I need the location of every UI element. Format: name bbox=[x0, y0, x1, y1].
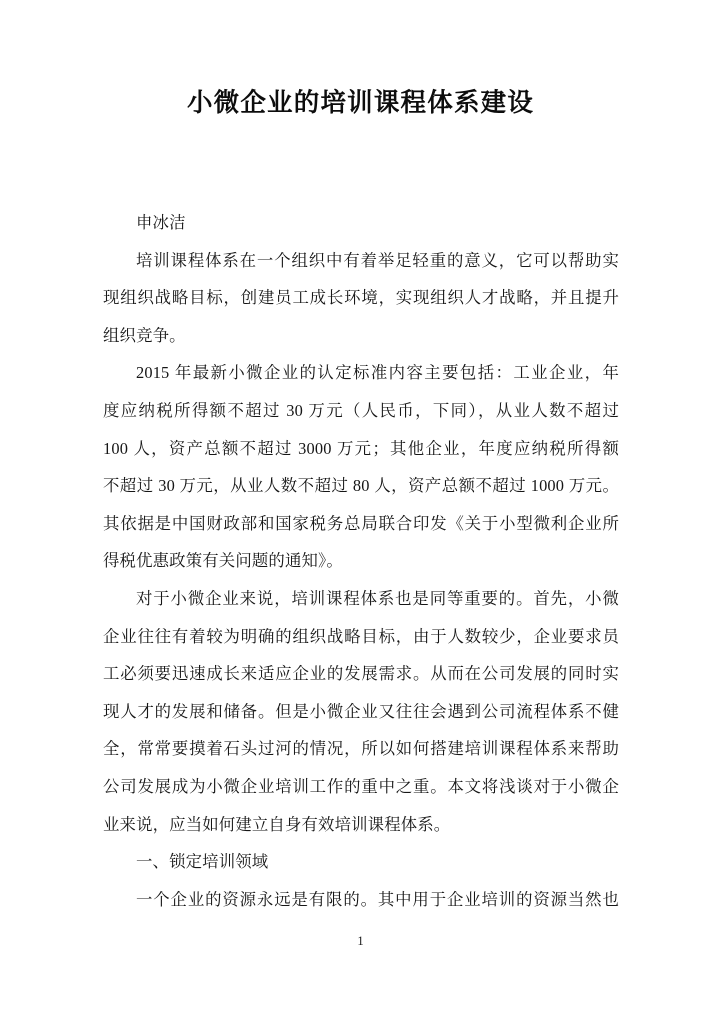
paragraph-line: 工必须要迅速成长来适应企业的发展需求。从而在公司发展的同时实 bbox=[103, 664, 619, 684]
paragraph-line: 2015 年最新小微企业的认定标准内容主要包括：工业企业，年 bbox=[136, 363, 619, 383]
paragraph-line: 得税优惠政策有关问题的通知》。 bbox=[103, 551, 343, 571]
paragraph-standards bbox=[103, 354, 619, 580]
page-number: 1 bbox=[357, 934, 364, 948]
page-title: 小微企业的培训课程体系建设 bbox=[186, 88, 535, 117]
paragraph-line: 度应纳税所得额不超过 30 万元（人民币，下同），从业人数不超过 bbox=[103, 400, 619, 420]
paragraph-section-one-body bbox=[103, 881, 619, 919]
paragraph-line: 培训课程体系在一个组织中有着举足轻重的意义，它可以帮助实 bbox=[136, 250, 619, 270]
author-name: 申冰洁 bbox=[136, 213, 186, 232]
section-heading-one: 一、锁定培训领域 bbox=[136, 852, 269, 872]
paragraph-line: 其依据是中国财政部和国家税务总局联合印发《关于小型微利企业所 bbox=[103, 513, 619, 533]
paragraph-intro bbox=[103, 242, 619, 355]
document-body bbox=[103, 204, 619, 918]
paragraph-line: 一个企业的资源永远是有限的。其中用于企业培训的资源当然也 bbox=[136, 889, 619, 909]
paragraph-line: 对于小微企业来说，培训课程体系也是同等重要的。首先，小微 bbox=[136, 588, 619, 608]
paragraph-line: 100 人，资产总额不超过 3000 万元；其他企业，年度应纳税所得额 bbox=[103, 438, 619, 458]
paragraph-line: 公司发展成为小微企业培训工作的重中之重。本文将浅谈对于小微企 bbox=[103, 776, 619, 796]
paragraph-importance bbox=[103, 580, 619, 843]
paragraph-line: 企业往往有着较为明确的组织战略目标，由于人数较少，企业要求员 bbox=[103, 626, 619, 646]
paragraph-line: 组织竞争。 bbox=[103, 325, 186, 345]
paragraph-line: 现人才的发展和储备。但是小微企业又往往会遇到公司流程体系不健 bbox=[103, 701, 619, 721]
paragraph-line: 不超过 30 万元，从业人数不超过 80 人，资产总额不超过 1000 万元。 bbox=[103, 476, 619, 496]
paragraph-line: 全，常常要摸着石头过河的情况，所以如何搭建培训课程体系来帮助 bbox=[103, 739, 619, 759]
paragraph-line: 现组织战略目标，创建员工成长环境，实现组织人才战略，并且提升 bbox=[103, 288, 619, 308]
paragraph-line: 业来说，应当如何建立自身有效培训课程体系。 bbox=[103, 814, 451, 834]
